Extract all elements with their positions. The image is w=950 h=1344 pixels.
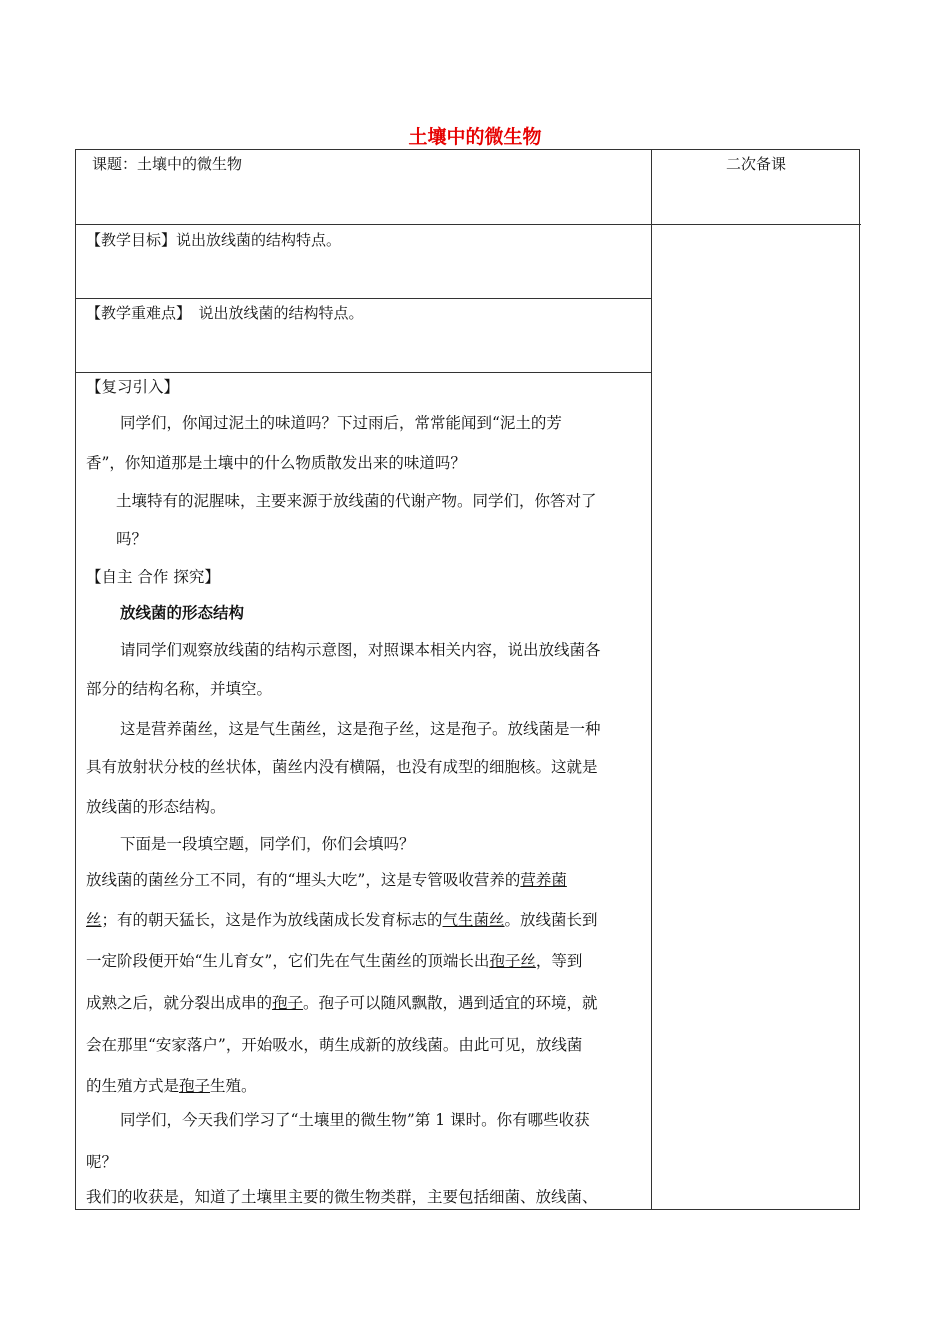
topic-label: 课题：土壤中的微生物 [92, 155, 243, 173]
explore-line-2: 部分的结构名称，并填空。 [86, 680, 273, 698]
explore-subheading: 放线菌的形态结构 [120, 604, 245, 622]
review-line-4: 吗？ [116, 530, 148, 548]
fill-text: ，等到 [535, 952, 583, 970]
row-divider-objective [76, 298, 651, 299]
row-divider-header [76, 224, 861, 225]
objective-text: 【教学目标】说出放线菌的结构特点。 [86, 231, 342, 249]
explore-line-5: 放线菌的形态结构。 [86, 798, 226, 816]
fill-text: 。孢子可以随风飘散，遇到适宜的环境，就 [303, 994, 598, 1012]
review-heading: 【复习引入】 [86, 378, 180, 396]
summary-line-2: 呢？ [86, 1153, 118, 1171]
second-prep-label: 二次备课 [725, 155, 786, 173]
row-divider-keypoints [76, 372, 651, 373]
explore-line-6: 下面是一段填空题，同学们，你们会填吗？ [120, 835, 415, 853]
review-line-1: 同学们，你闻过泥土的味道吗？下过雨后，常常能闻到“泥土的芳 [120, 414, 562, 432]
explore-heading: 【自主 合作 探究】 [86, 568, 220, 586]
fill-answer: 孢子 [272, 994, 304, 1012]
fill-answer: 孢子丝 [489, 952, 536, 970]
key-points-text: 【教学重难点】 说出放线菌的结构特点。 [86, 304, 364, 322]
summary-line-3: 我们的收获是，知道了土壤里主要的微生物类群，主要包括细菌、放线菌、 [86, 1188, 598, 1206]
fill-line-6 [86, 1075, 257, 1097]
review-line-3: 土壤特有的泥腥味，主要来源于放线菌的代谢产物。同学们，你答对了 [116, 492, 597, 510]
page-title: 土壤中的微生物 [408, 126, 542, 148]
fill-line-5: 会在那里“安家落户”，开始吸水，萌生成新的放线菌。由此可见，放线菌 [86, 1036, 583, 1054]
fill-answer: 丝 [86, 911, 102, 929]
review-line-2: 香”，你知道那是土壤中的什么物质散发出来的味道吗？ [86, 454, 466, 472]
fill-text: ；有的朝天猛长，这是作为放线菌成长发育标志的 [101, 911, 443, 929]
fill-line-2 [86, 909, 598, 931]
explore-line-3: 这是营养菌丝，这是气生菌丝，这是孢子丝，这是孢子。放线菌是一种 [120, 720, 601, 738]
fill-answer: 营养菌 [520, 871, 567, 889]
column-divider [651, 150, 652, 1209]
summary-line-1: 同学们，今天我们学习了“土壤里的微生物”第 1 课时。你有哪些收获 [120, 1111, 590, 1129]
fill-text: 。放线菌长到 [504, 911, 598, 929]
fill-answer: 孢子 [179, 1077, 211, 1095]
fill-text: 的生殖方式是 [86, 1077, 180, 1095]
fill-line-4 [86, 992, 598, 1014]
fill-answer: 气生菌丝 [442, 911, 505, 929]
lesson-table [75, 149, 860, 1210]
fill-text: 生殖。 [210, 1077, 257, 1095]
fill-text: 一定阶段便开始“生儿育女”，它们先在气生菌丝的顶端长出 [86, 952, 490, 970]
fill-text: 放线菌的菌丝分工不同，有的“埋头大吃”，这是专管吸收营养的 [86, 871, 521, 889]
fill-line-3 [86, 950, 582, 972]
fill-line-1 [86, 869, 567, 891]
explore-line-4: 具有放射状分枝的丝状体，菌丝内没有横隔，也没有成型的细胞核。这就是 [86, 758, 598, 776]
fill-text: 成熟之后，就分裂出成串的 [86, 994, 273, 1012]
explore-line-1: 请同学们观察放线菌的结构示意图，对照课本相关内容，说出放线菌各 [120, 641, 601, 659]
